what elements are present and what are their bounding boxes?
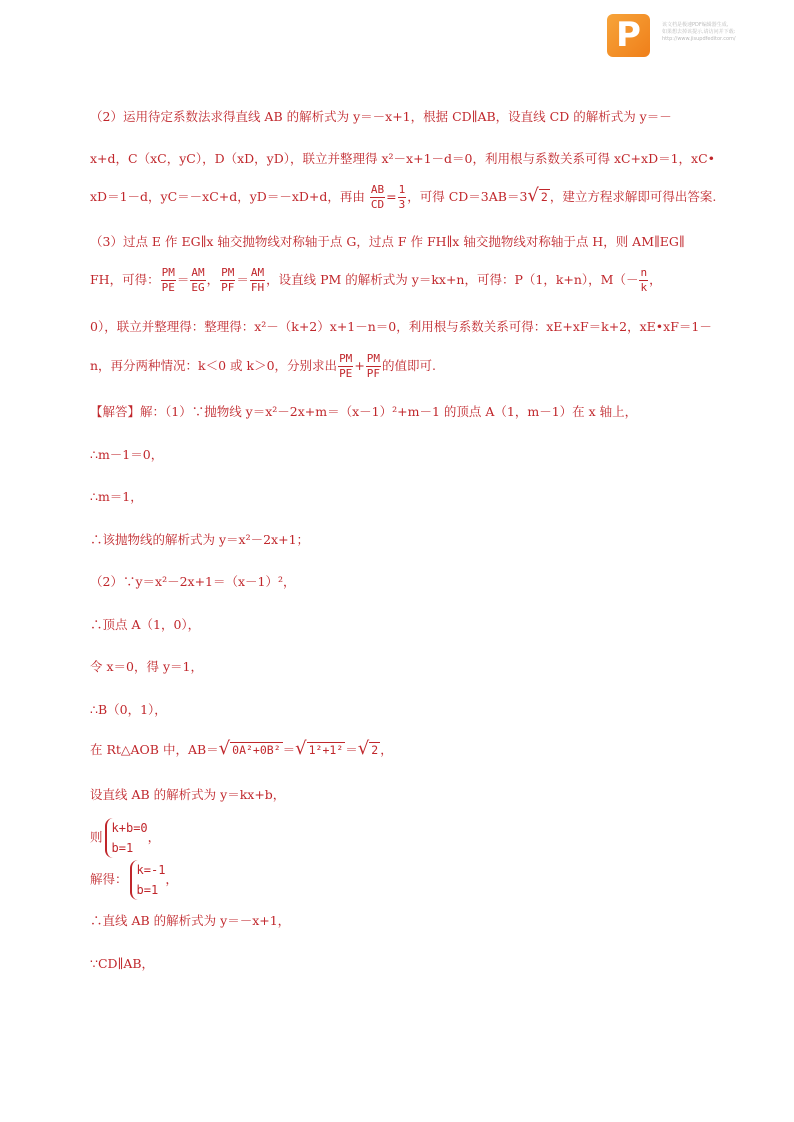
analysis-line-6: 0），联立并整理得：整理得：x²－（k+2）x+1－n＝0，利用根与系数关系可得：xE+xF＝k+2，xE•xF＝1－ (90, 319, 712, 334)
text-seg: ，可得 CD＝3AB＝3 (407, 189, 528, 204)
radical-icon: √ (527, 185, 539, 206)
fraction (161, 266, 176, 295)
answer-line-2: ∴m－1＝0， (90, 447, 164, 462)
text-seg: ，设直线 PM 的解析式为 y＝kx+n，可得：P（1，k+n），M（－ (266, 272, 639, 287)
fraction (250, 266, 265, 295)
frac-num: 1 (398, 183, 406, 196)
equation-system (105, 818, 148, 858)
text-seg: 在 Rt△AOB 中，AB＝ (90, 742, 219, 757)
note-line-3: http://www.jisupdfeditor.com/ (662, 36, 736, 42)
frac-den: PF (366, 367, 381, 380)
fraction (220, 266, 235, 295)
text-seg: 则 (90, 829, 103, 845)
fraction (190, 266, 205, 295)
frac-den: 3 (398, 198, 406, 211)
text-seg: ， (649, 272, 662, 287)
answer-line-14: ∵CD∥AB， (90, 956, 155, 971)
text-seg: n，再分两种情况：k＜0 或 k＞0，分别求出 (90, 358, 338, 373)
fraction (366, 352, 381, 381)
sqrt-body: 0A²+0B² (232, 743, 281, 757)
text-seg: xD＝1－d，yC＝－xC+d，yD＝－xD+d，再由 (90, 189, 365, 204)
answer-line-4: ∴该抛物线的解析式为 y＝x²－2x+1； (90, 532, 310, 547)
frac-den: PE (339, 367, 353, 380)
frac-den: FH (250, 281, 265, 294)
fraction (639, 266, 648, 295)
system-row: b=1 (111, 841, 134, 855)
text-seg: ，建立方程求解即可得出答案. (549, 189, 717, 204)
analysis-line-5: FH，可得： $\frac{PM}{PE}$ ＝ $\frac{AM}{EG}$ ， $\frac{PM}{PF}$ ＝ $\frac{AM}{FH}$ ，设直线 PM 的解析式为 y＝kx+n，可得：P（1，k+n），M（－ $\frac{n}{k}$ ， (90, 266, 662, 294)
frac-den: CD (370, 198, 385, 211)
analysis-line-3: xD＝1－d，yC＝－xC+d，yD＝－xD+d，再由 $\frac{AB}{CD}$ = $\frac{1}{3}$ ，可得 CD＝3AB＝3√ 2 ，建立方程求解即可得出答案. (90, 183, 717, 211)
watermark-note (662, 22, 782, 43)
frac-num: AM (250, 266, 265, 279)
frac-num: PM (366, 352, 381, 365)
sqrt-body: 2 (540, 190, 548, 204)
fraction (338, 352, 353, 381)
frac-num: PM (161, 266, 175, 279)
answer-line-10: 设直线 AB 的解析式为 y＝kx+b， (90, 787, 286, 802)
frac-num: PM (339, 352, 353, 365)
radical-icon: √ (218, 738, 231, 759)
system-row: k+b=0 (111, 821, 148, 835)
text-seg: ， (380, 742, 393, 757)
analysis-line-2: x+d，C（xC，yC），D（xD，yD），联立并整理得 x²－x+1－d＝0，利用根与系数关系可得 xC+xD＝1，xC• (90, 151, 716, 166)
radical-icon: √ (295, 738, 307, 759)
analysis-line-4: （3）过点 E 作 EG∥x 轴交抛物线对称轴于点 G，过点 F 作 FH∥x 轴交抛物线对称轴于点 H，则 AM∥EG∥ (90, 234, 685, 249)
sqrt-body: 1²+1² (308, 743, 344, 757)
answer-line-3: ∴m＝1， (90, 489, 143, 504)
fraction-ab-cd (370, 183, 385, 212)
frac-num: PM (221, 266, 235, 279)
frac-den: k (640, 281, 648, 294)
answer-line-7: 令 x＝0，得 y＝1， (90, 659, 203, 674)
frac-num: AM (191, 266, 205, 279)
frac-den: PF (221, 281, 235, 294)
answer-line-8: ∴B（0，1）， (90, 702, 167, 717)
text-seg: 的值即可. (382, 358, 437, 373)
note-line-1: 该文档是极速PDF编辑器生成, (662, 22, 729, 28)
answer-line-6: ∴顶点 A（1，0）， (90, 617, 201, 632)
text-seg: 解得： (90, 871, 128, 887)
radical-icon: √ (357, 738, 370, 759)
answer-line-9: 在 Rt△AOB 中，AB＝√ 0A²+0B² ＝√ 1²+1² ＝√ 2 ， (90, 738, 393, 759)
sqrt-body: 2 (371, 743, 379, 757)
analysis-line-1: （2）运用待定系数法求得直线 AB 的解析式为 y＝－x+1，根据 CD∥AB，设直线 CD 的解析式为 y＝－ (90, 109, 672, 124)
frac-den: PE (161, 281, 175, 294)
logo-letter: P (616, 15, 641, 55)
answer-line-1: 【解答】解：（1）∵抛物线 y＝x²－2x+m＝（x－1）²+m－1 的顶点 A（1，m－1）在 x 轴上， (90, 404, 638, 419)
answer-line-11: 则 k+b=0 b=1 ， (90, 818, 160, 858)
equation-system (130, 860, 166, 900)
app-logo-icon (607, 14, 650, 57)
note-line-2: 如果想去掉该提示,请访问并下载: (662, 29, 736, 35)
system-row: k=-1 (136, 863, 166, 877)
text-seg: FH，可得： (90, 272, 160, 287)
analysis-line-7: n，再分两种情况：k＜0 或 k＞0，分别求出 $\frac{PM}{PE}$ + $\frac{PM}{PF}$ 的值即可. (90, 352, 437, 380)
fraction-one-third (398, 183, 407, 212)
answer-line-5: （2）∵y＝x²－2x+1＝（x－1）²， (90, 574, 296, 589)
frac-den: EG (191, 281, 205, 294)
system-row: b=1 (136, 883, 159, 897)
answer-line-12: 解得： k=-1 b=1 ， (90, 860, 178, 900)
answer-line-13: ∴直线 AB 的解析式为 y＝－x+1， (90, 913, 291, 928)
frac-num: AB (370, 183, 385, 196)
frac-num: n (640, 266, 648, 279)
